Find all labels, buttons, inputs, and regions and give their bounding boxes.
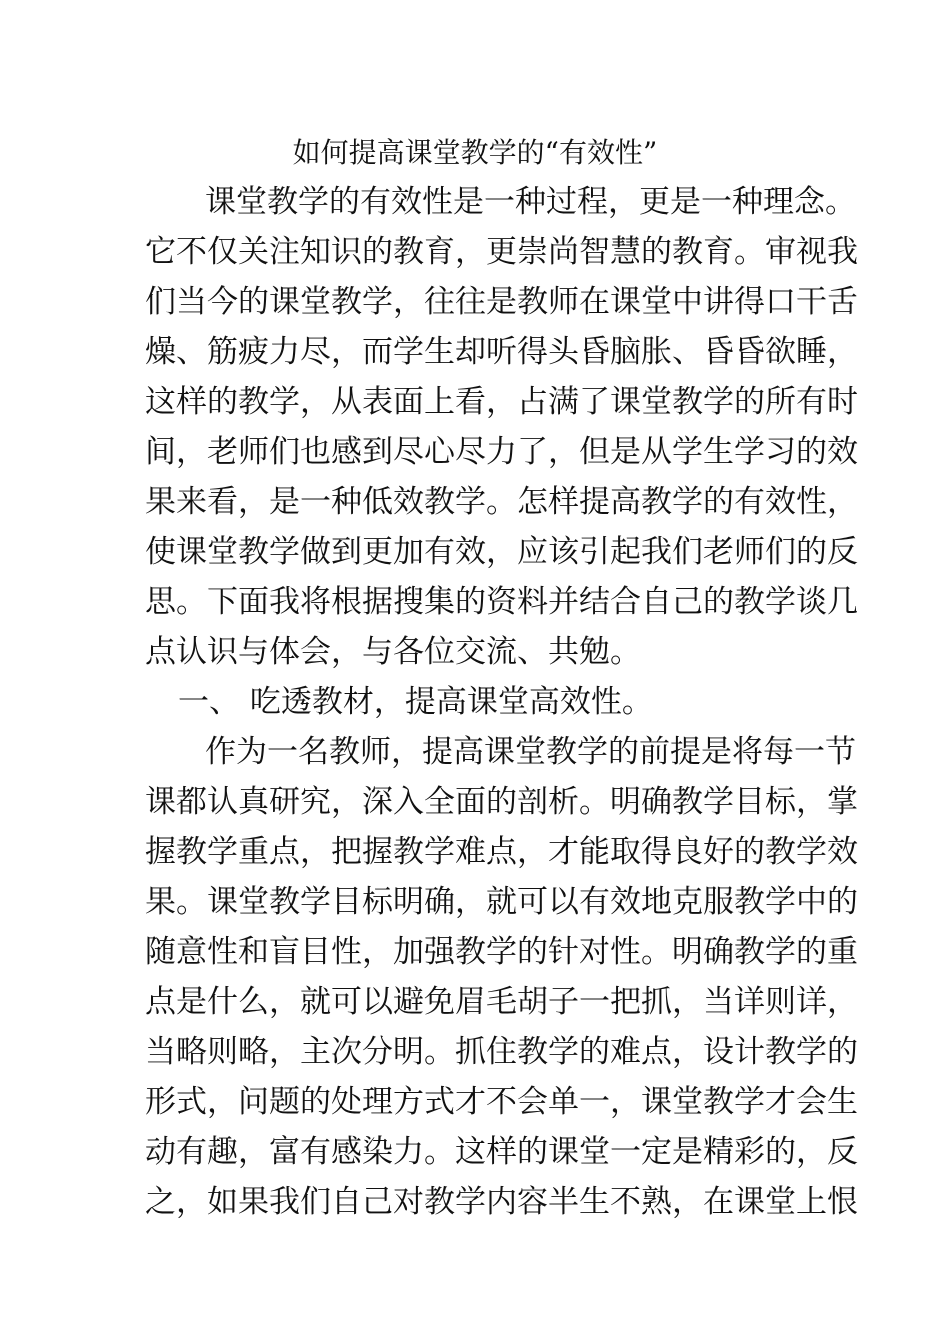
paragraph-2-line: 作为一名教师，提高课堂教学的前提是将每一节 xyxy=(205,734,856,770)
paragraph-1-line: 课堂教学的有效性是一种过程，更是一种理念。 xyxy=(205,184,856,220)
paragraph-1-line: 它不仅关注知识的教育，更崇尚智慧的教育。审视我 xyxy=(145,234,858,270)
paragraph-2-line: 形式，问题的处理方式才不会单一，课堂教学才会生 xyxy=(145,1084,858,1120)
paragraph-2-line: 课都认真研究，深入全面的剖析。明确教学目标，掌 xyxy=(145,784,858,820)
paragraph-1-line: 使课堂教学做到更加有效，应该引起我们老师们的反 xyxy=(145,534,858,570)
paragraph-2-line: 之，如果我们自己对教学内容半生不熟，在课堂上恨 xyxy=(145,1184,858,1220)
paragraph-2-line: 握教学重点，把握教学难点，才能取得良好的教学效 xyxy=(145,834,858,870)
paragraph-1-line: 点认识与体会，与各位交流、共勉。 xyxy=(145,634,641,670)
document-title: 如何提高课堂教学的“有效性” xyxy=(292,136,658,169)
paragraph-1-line: 这样的教学，从表面上看，占满了课堂教学的所有时 xyxy=(145,384,858,420)
paragraph-1-line: 思。下面我将根据搜集的资料并结合自己的教学谈几 xyxy=(145,584,858,620)
paragraph-2-line: 当略则略，主次分明。抓住教学的难点，设计教学的 xyxy=(145,1034,858,1070)
paragraph-1-line: 果来看，是一种低效教学。怎样提高教学的有效性， xyxy=(145,484,858,520)
paragraph-1-line: 们当今的课堂教学，往往是教师在课堂中讲得口干舌 xyxy=(145,284,858,320)
paragraph-1-line: 燥、筋疲力尽，而学生却听得头昏脑胀、昏昏欲睡， xyxy=(145,334,858,370)
paragraph-2-line: 果。课堂教学目标明确，就可以有效地克服教学中的 xyxy=(145,884,858,920)
section-1-heading: 一、 吃透教材，提高课堂高效性。 xyxy=(178,684,653,720)
paragraph-1-line: 间，老师们也感到尽心尽力了，但是从学生学习的效 xyxy=(145,434,858,470)
paragraph-2-line: 点是什么，就可以避免眉毛胡子一把抓，当详则详， xyxy=(145,984,858,1020)
paragraph-2-line: 动有趣，富有感染力。这样的课堂一定是精彩的，反 xyxy=(145,1134,858,1170)
paragraph-2-line: 随意性和盲目性，加强教学的针对性。明确教学的重 xyxy=(145,934,858,970)
